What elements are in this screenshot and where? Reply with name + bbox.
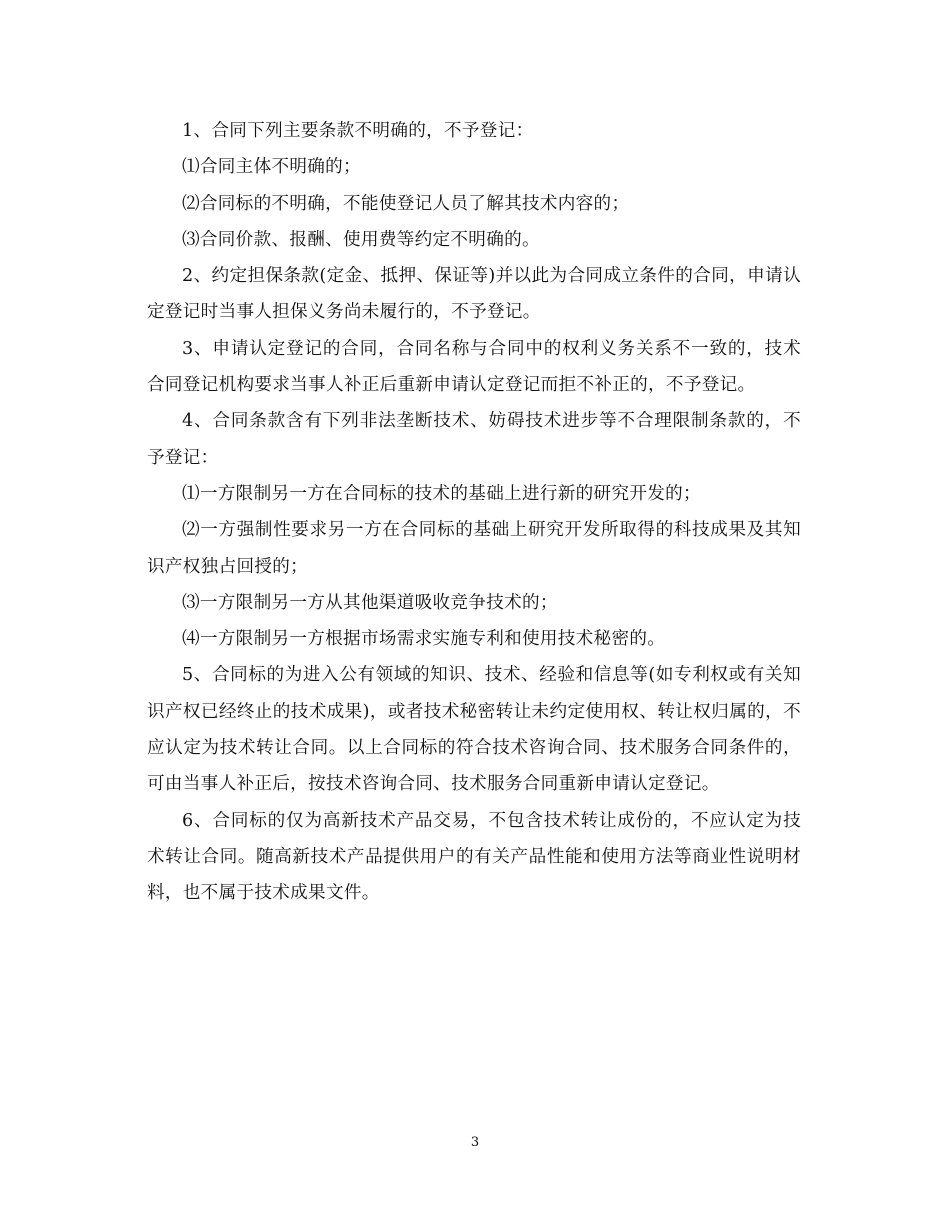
paragraph-clause-4: 4、合同条款含有下列非法垄断技术、妨碍技术进步等不合理限制条款的，不予登记：: [147, 411, 801, 468]
paragraph-clause-4-item-1: ⑴一方限制另一方在合同标的技术的基础上进行新的研究开发的；: [182, 483, 701, 504]
paragraph-clause-2: 2、约定担保条款(定金、抵押、保证等)并以此为合同成立条件的合同，申请认定登记时当事人担保义务尚未履行的，不予登记。: [147, 266, 801, 323]
paragraph-clause-6: 6、合同标的仅为高新技术产品交易，不包含技术转让成份的，不应认定为技术转让合同。随高新技术产品提供用户的有关产品性能和使用方法等商业性说明材料，也不属于技术成果文件。: [147, 810, 801, 904]
paragraph-clause-5: 5、合同标的为进入公有领域的知识、技术、经验和信息等(如专利权或有关知识产权已经终止的技术成果)，或者技术秘密转让未约定使用权、转让权归属的，不应认定为技术转让合同。以上合同标的符合技术咨询合同、技术服务合同条件的，可由当事人补正后，按技术咨询合同、技术服务合同重新申请认定登记。: [147, 665, 801, 795]
paragraph-clause-3: 3、申请认定登记的合同，合同名称与合同中的权利义务关系不一致的，技术合同登记机构要求当事人补正后重新申请认定登记而拒不补正的，不予登记。: [147, 338, 801, 396]
document-body: [147, 113, 801, 912]
paragraph-clause-1-item-1: ⑴合同主体不明确的；: [182, 157, 361, 178]
paragraph-clause-1-item-2: ⑵合同标的不明确，不能使登记人员了解其技术内容的；: [182, 193, 630, 214]
paragraph-clause-4-item-4: ⑷一方限制另一方根据市场需求实施专利和使用技术秘密的。: [182, 629, 666, 650]
page-number: 3: [470, 1135, 480, 1150]
paragraph-clause-1: 1、合同下列主要条款不明确的，不予登记：: [182, 121, 534, 141]
paragraph-clause-4-item-3: ⑶一方限制另一方从其他渠道吸收竞争技术的；: [182, 592, 558, 613]
paragraph-clause-4-item-2: ⑵一方强制性要求另一方在合同标的基础上研究开发所取得的科技成果及其知识产权独占回授的；: [147, 520, 801, 577]
paragraph-clause-1-item-3: ⑶合同价款、报酬、使用费等约定不明确的。: [182, 229, 540, 250]
